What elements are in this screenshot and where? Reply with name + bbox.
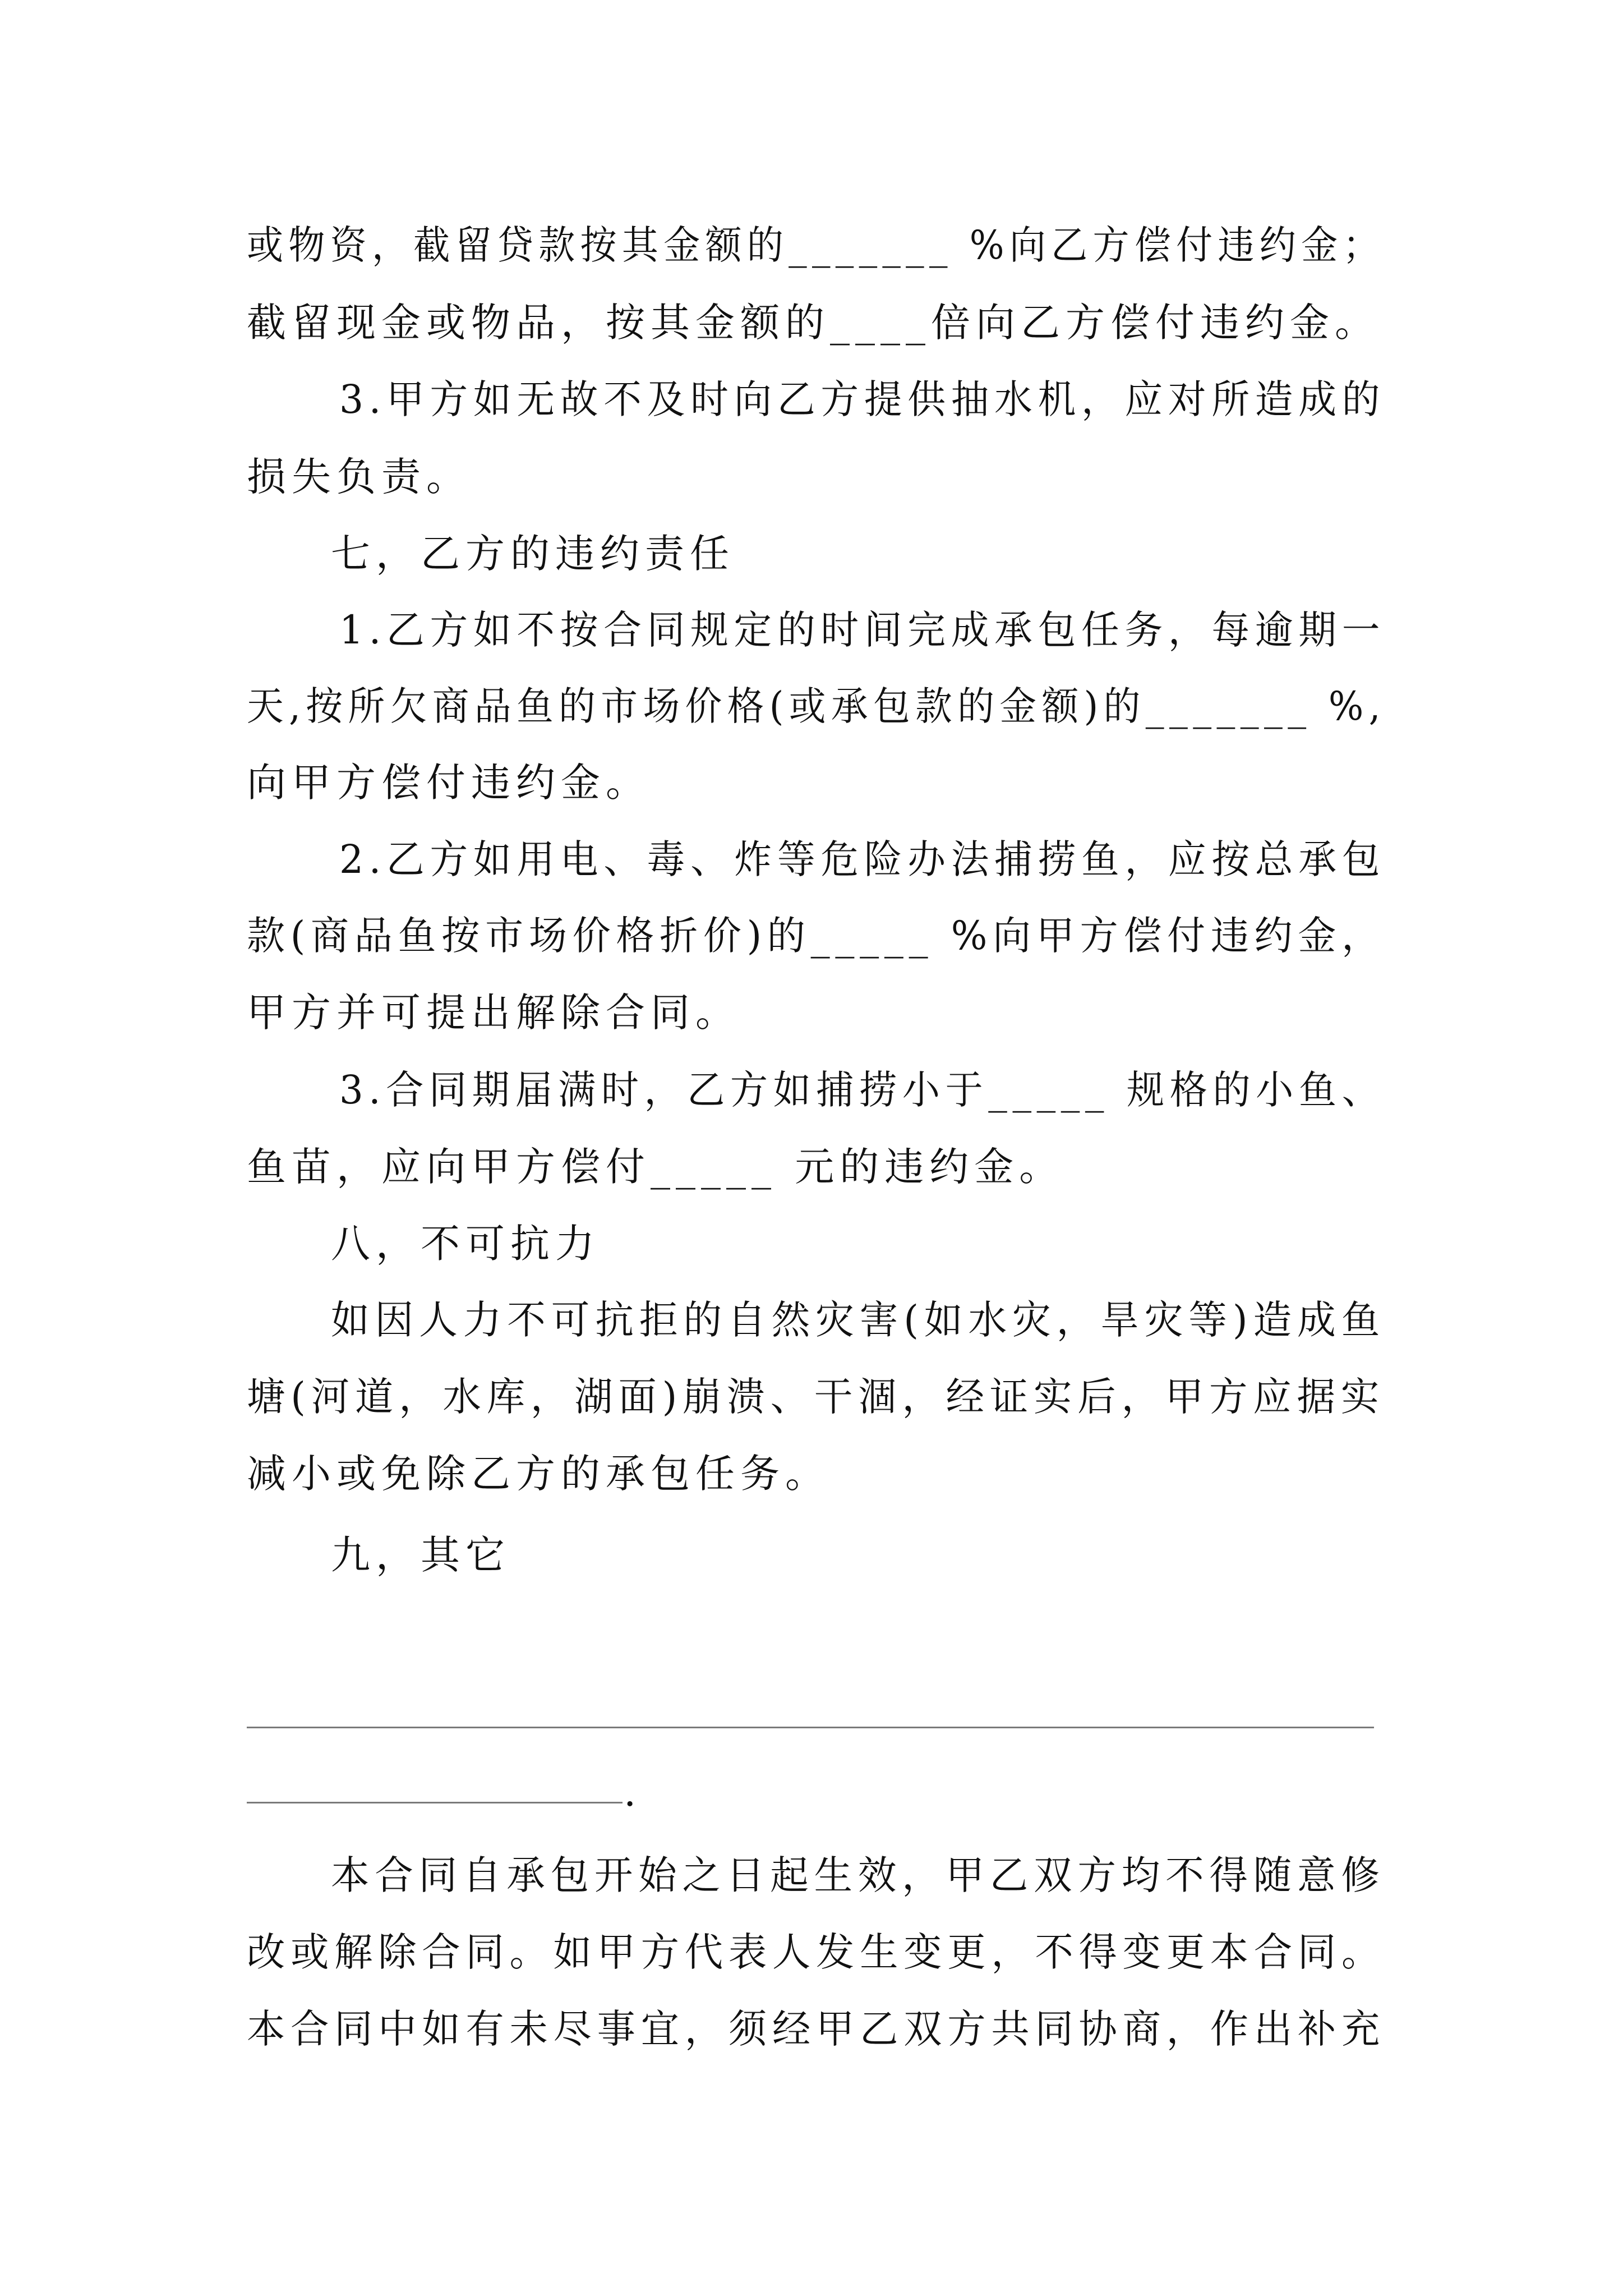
text-line: 截留现金或物品，按其金额的____倍向乙方偿付违约金。 bbox=[247, 300, 1380, 346]
section-heading: 七，乙方的违约责任 bbox=[331, 531, 735, 577]
section-heading: 八，不可抗力 bbox=[331, 1221, 600, 1267]
text-line: 或物资，截留贷款按其金额的_______ %向乙方偿付违约金； bbox=[247, 222, 1385, 268]
text-line: 款(商品鱼按市场价格折价)的_____ %向甲方偿付违约金， bbox=[247, 913, 1385, 959]
text-line: 2.乙方如用电、毒、炸等危险办法捕捞鱼，应按总承包 bbox=[339, 836, 1386, 882]
text-line: 损失负责。 bbox=[247, 454, 471, 500]
text-line: 甲方并可提出解除合同。 bbox=[247, 990, 740, 1036]
fill-in-blank-line bbox=[247, 1802, 623, 1803]
text-line: 1.乙方如不按合同规定的时间完成承包任务，每逾期一 bbox=[339, 607, 1386, 653]
text-line: 向甲方偿付违约金。 bbox=[247, 760, 651, 806]
blank-end-mark: . bbox=[624, 1769, 637, 1815]
text-line: 塘(河道，水库，湖面)崩溃、干涸，经证实后，甲方应据实 bbox=[247, 1374, 1385, 1420]
section-heading: 九，其它 bbox=[331, 1532, 510, 1578]
fill-in-blank-line bbox=[247, 1727, 1374, 1728]
text-line: 减小或免除乙方的承包任务。 bbox=[247, 1451, 830, 1497]
text-line: 3.甲方如无故不及时向乙方提供抽水机，应对所造成的 bbox=[339, 376, 1386, 422]
text-line: 本合同自承包开始之日起生效，甲乙双方均不得随意修 bbox=[331, 1852, 1385, 1898]
text-line: 3.合同期届满时，乙方如捕捞小于_____ 规格的小鱼、 bbox=[339, 1067, 1385, 1113]
text-line: 鱼苗，应向甲方偿付_____ 元的违约金。 bbox=[247, 1144, 1064, 1190]
text-line: 天,按所欠商品鱼的市场价格(或承包款的金额)的_______ %, bbox=[247, 683, 1386, 729]
text-line: 本合同中如有未尽事宜，须经甲乙双方共同协商，作出补充 bbox=[247, 2006, 1386, 2052]
text-line: 如因人力不可抗拒的自然灾害(如水灾，旱灾等)造成鱼 bbox=[331, 1297, 1386, 1343]
text-line: 改或解除合同。如甲方代表人发生变更，不得变更本合同。 bbox=[247, 1929, 1386, 1975]
